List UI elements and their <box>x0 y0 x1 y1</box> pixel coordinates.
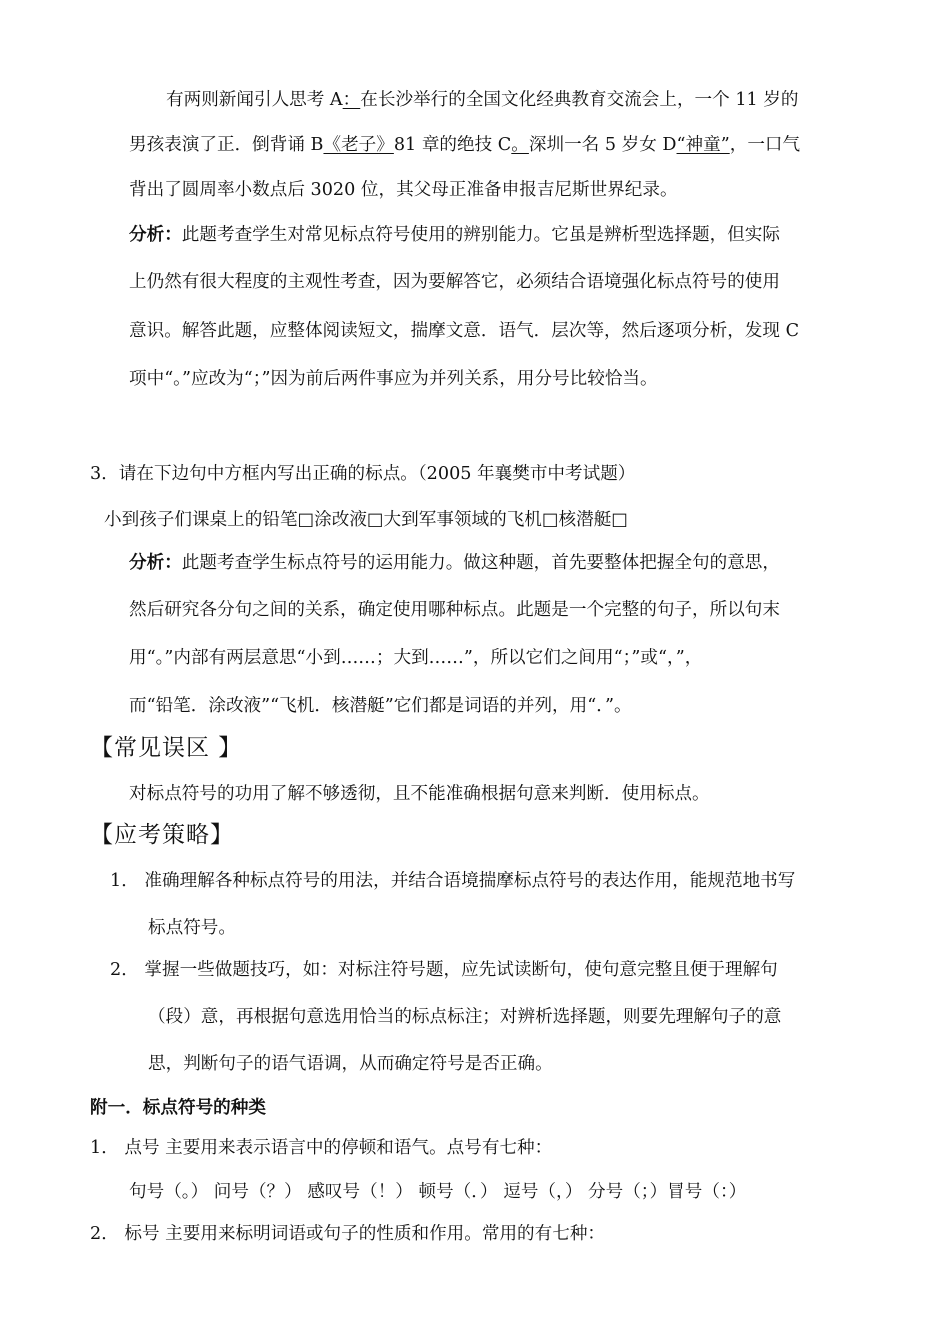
analysis-1-line-4: 项中“。”应改为“；”因为前后两件事应为并列关系，用分号比较恰当。 <box>129 369 658 389</box>
analysis-2-line-4: 而“铅笔．涂改液”“飞机．核潜艇”它们都是词语的并列，用“．”。 <box>129 696 632 716</box>
analysis-1-line-1: 分析：此题考查学生对常见标点符号使用的辨别能力。它虽是辨析型选择题，但实际 <box>129 225 780 245</box>
strategy-item-1-line-1: 1． 准确理解各种标点符号的用法，并结合语境揣摩标点符号的表达作用，能规范地书写 <box>110 871 796 891</box>
question-3-sentence: 小到孩子们课桌上的铅笔□涂改液□大到军事领域的飞机□核潜艇□ <box>104 510 628 530</box>
appendix-title: 附一．标点符号的种类 <box>90 1098 266 1118</box>
strategy-item-2-line-1: 2． 掌握一些做题技巧，如：对标注符号题，应先试读断句，使句意完整且便于理解句 <box>110 960 778 980</box>
strategy-heading: 【应考策略】 <box>90 822 234 848</box>
appendix-item-1: 1． 点号 主要用来表示语言中的停顿和语气。点号有七种： <box>90 1138 553 1158</box>
strategy-item-1-line-2: 标点符号。 <box>148 918 236 938</box>
strategy-item-2-line-2: （段）意，再根据句意选用恰当的标点标注；对辨析选择题，则要先理解句子的意 <box>148 1007 782 1027</box>
mistakes-heading: 【常见误区 】 <box>90 735 243 761</box>
analysis-label: 分析： <box>129 553 182 573</box>
appendix-item-2: 2． 标号 主要用来标明词语或句子的性质和作用。常用的有七种： <box>90 1224 606 1244</box>
news-paragraph-line-3: 背出了圆周率小数点后 3020 位，其父母正准备申报吉尼斯世界纪录。 <box>129 180 678 200</box>
strategy-item-2-line-3: 思，判断句子的语气语调，从而确定符号是否正确。 <box>148 1054 553 1074</box>
news-paragraph-line-1: 有两则新闻引人思考 A：在长沙举行的全国文化经典教育交流会上，一个 11 岁的 <box>166 90 799 110</box>
question-3-title: 3．请在下边句中方框内写出正确的标点。（2005 年襄樊市中考试题） <box>90 464 636 484</box>
analysis-2-line-2: 然后研究各分句之间的关系，确定使用哪种标点。此题是一个完整的句子，所以句末 <box>129 600 780 620</box>
analysis-1-line-3: 意识。解答此题，应整体阅读短文，揣摩文意．语气．层次等，然后逐项分析，发现 C <box>129 321 800 341</box>
punctuation-list: 句号（。） 问号（？） 感叹号（！） 顿号（．） 逗号（，） 分号（；）冒号（：） <box>129 1182 747 1202</box>
analysis-2-line-1: 分析：此题考查学生标点符号的运用能力。做这种题，首先要整体把握全句的意思， <box>129 553 780 573</box>
analysis-2-line-3: 用“。”内部有两层意思“小到……；大到……”，所以它们之间用“；”或“，”， <box>129 648 703 668</box>
mistakes-text: 对标点符号的功用了解不够透彻，且不能准确根据句意来判断．使用标点。 <box>129 784 710 804</box>
news-paragraph-line-2: 男孩表演了正．倒背诵 B《老子》81 章的绝技 C。深圳一名 5 岁女 D“神童”，一口气 <box>129 135 801 155</box>
analysis-label: 分析： <box>129 225 182 245</box>
analysis-1-line-2: 上仍然有很大程度的主观性考查，因为要解答它，必须结合语境强化标点符号的使用 <box>129 272 780 292</box>
